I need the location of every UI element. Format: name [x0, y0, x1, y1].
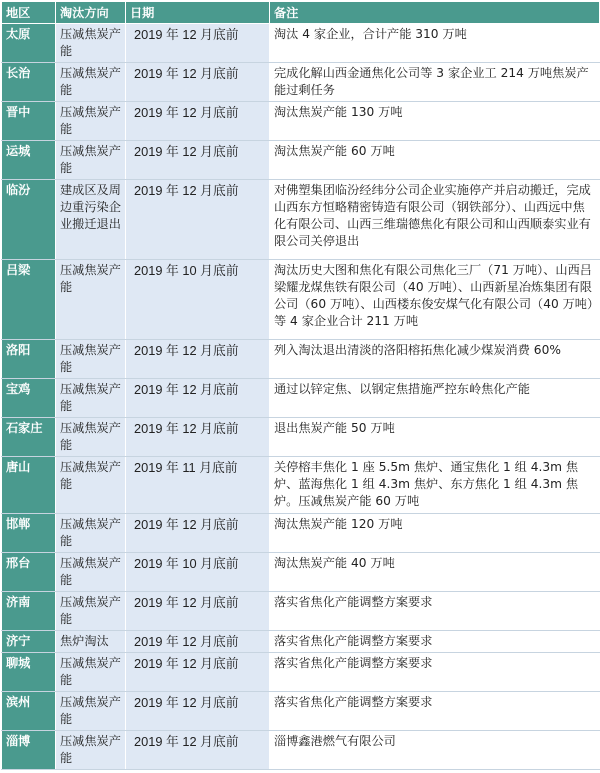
direction-cell: 压减焦炭产能: [56, 260, 126, 340]
table-row: [2, 514, 600, 553]
region-cell: 宝鸡: [2, 379, 56, 418]
table-header-row: [2, 2, 600, 24]
note-cell: 关停榕丰焦化 1 座 5.5m 焦炉、通宝焦化 1 组 4.3m 焦炉、蓝海焦化 1 组 4.3m 焦炉、东方焦化 1 组 4.3m 焦炉。压减焦炭产能 60 万吨: [270, 457, 600, 514]
table-row: [2, 141, 600, 180]
note-cell: 淘汰焦炭产能 130 万吨: [270, 102, 600, 141]
date-cell: 2019 年 12 月底前: [126, 24, 270, 63]
date-cell: 2019 年 12 月底前: [126, 102, 270, 141]
note-cell: 落实省焦化产能调整方案要求: [270, 692, 600, 731]
header-date: 日期: [126, 2, 270, 24]
region-cell: 长治: [2, 63, 56, 102]
date-cell: 2019 年 12 月底前: [126, 418, 270, 457]
table-row: [2, 731, 600, 770]
region-cell: 淄博: [2, 731, 56, 770]
direction-cell: 压减焦炭产能: [56, 514, 126, 553]
table-row: [2, 24, 600, 63]
table-row: [2, 631, 600, 653]
region-cell: 运城: [2, 141, 56, 180]
direction-cell: 压减焦炭产能: [56, 653, 126, 692]
direction-cell: 压减焦炭产能: [56, 379, 126, 418]
direction-cell: 压减焦炭产能: [56, 731, 126, 770]
date-cell: 2019 年 12 月底前: [126, 180, 270, 260]
table-row: [2, 553, 600, 592]
region-cell: 洛阳: [2, 340, 56, 379]
table-row: [2, 63, 600, 102]
table-row: [2, 102, 600, 141]
direction-cell: 建成区及周边重污染企业搬迁退出: [56, 180, 126, 260]
region-cell: 滨州: [2, 692, 56, 731]
table-row: [2, 379, 600, 418]
date-cell: 2019 年 12 月底前: [126, 653, 270, 692]
direction-cell: 压减焦炭产能: [56, 24, 126, 63]
direction-cell: 压减焦炭产能: [56, 340, 126, 379]
date-cell: 2019 年 12 月底前: [126, 631, 270, 653]
note-cell: 完成化解山西金通焦化公司等 3 家企业工 214 万吨焦炭产能过剩任务: [270, 63, 600, 102]
date-cell: 2019 年 10 月底前: [126, 553, 270, 592]
note-cell: 落实省焦化产能调整方案要求: [270, 631, 600, 653]
table-body: [2, 24, 600, 770]
table-row: [2, 340, 600, 379]
region-cell: 唐山: [2, 457, 56, 514]
region-cell: 太原: [2, 24, 56, 63]
date-cell: 2019 年 12 月底前: [126, 514, 270, 553]
date-cell: 2019 年 11 月底前: [126, 457, 270, 514]
direction-cell: 压减焦炭产能: [56, 418, 126, 457]
note-cell: 淘汰焦炭产能 120 万吨: [270, 514, 600, 553]
table-row: [2, 180, 600, 260]
header-direction: 淘汰方向: [56, 2, 126, 24]
table-row: [2, 260, 600, 340]
direction-cell: 压减焦炭产能: [56, 457, 126, 514]
date-cell: 2019 年 10 月底前: [126, 260, 270, 340]
note-cell: 淘汰焦炭产能 40 万吨: [270, 553, 600, 592]
note-cell: 淘汰 4 家企业，合计产能 310 万吨: [270, 24, 600, 63]
date-cell: 2019 年 12 月底前: [126, 731, 270, 770]
date-cell: 2019 年 12 月底前: [126, 592, 270, 631]
direction-cell: 焦炉淘汰: [56, 631, 126, 653]
note-cell: 对佛塑集团临汾经纬分公司企业实施停产并启动搬迁，完成山西东方恒略精密铸造有限公司（钢铁部分）、山西远中焦化有限公司、山西三维瑞德焦化有限公司和山西顺泰实业有限公司关停退出: [270, 180, 600, 260]
region-cell: 吕梁: [2, 260, 56, 340]
date-cell: 2019 年 12 月底前: [126, 141, 270, 180]
region-cell: 晋中: [2, 102, 56, 141]
note-cell: 淘汰焦炭产能 60 万吨: [270, 141, 600, 180]
direction-cell: 压减焦炭产能: [56, 102, 126, 141]
note-cell: 列入淘汰退出清淡的洛阳榕拓焦化减少煤炭消费 60%: [270, 340, 600, 379]
region-cell: 聊城: [2, 653, 56, 692]
table-row: [2, 692, 600, 731]
note-cell: 落实省焦化产能调整方案要求: [270, 653, 600, 692]
direction-cell: 压减焦炭产能: [56, 63, 126, 102]
note-cell: 落实省焦化产能调整方案要求: [270, 592, 600, 631]
note-cell: 淘汰历史大图和焦化有限公司焦化三厂（71 万吨）、山西吕梁耀龙煤焦铁有限公司（40 万吨）、山西新星冶炼集团有限公司（60 万吨）、山西楼东俊安煤气化有限公司（40 万吨）等 4 家企业合计 211 万吨: [270, 260, 600, 340]
direction-cell: 压减焦炭产能: [56, 592, 126, 631]
region-cell: 济宁: [2, 631, 56, 653]
region-cell: 石家庄: [2, 418, 56, 457]
note-cell: 通过以锌定焦、以钢定焦措施严控东岭焦化产能: [270, 379, 600, 418]
note-cell: 退出焦炭产能 50 万吨: [270, 418, 600, 457]
table-row: [2, 418, 600, 457]
region-cell: 临汾: [2, 180, 56, 260]
capacity-table: [1, 1, 600, 770]
region-cell: 邢台: [2, 553, 56, 592]
table-row: [2, 457, 600, 514]
date-cell: 2019 年 12 月底前: [126, 379, 270, 418]
table-row: [2, 653, 600, 692]
table-row: [2, 592, 600, 631]
region-cell: 邯郸: [2, 514, 56, 553]
direction-cell: 压减焦炭产能: [56, 692, 126, 731]
region-cell: 济南: [2, 592, 56, 631]
direction-cell: 压减焦炭产能: [56, 141, 126, 180]
date-cell: 2019 年 12 月底前: [126, 63, 270, 102]
direction-cell: 压减焦炭产能: [56, 553, 126, 592]
date-cell: 2019 年 12 月底前: [126, 692, 270, 731]
header-note: 备注: [270, 2, 600, 24]
header-region: 地区: [2, 2, 56, 24]
date-cell: 2019 年 12 月底前: [126, 340, 270, 379]
note-cell: 淄博鑫港燃气有限公司: [270, 731, 600, 770]
